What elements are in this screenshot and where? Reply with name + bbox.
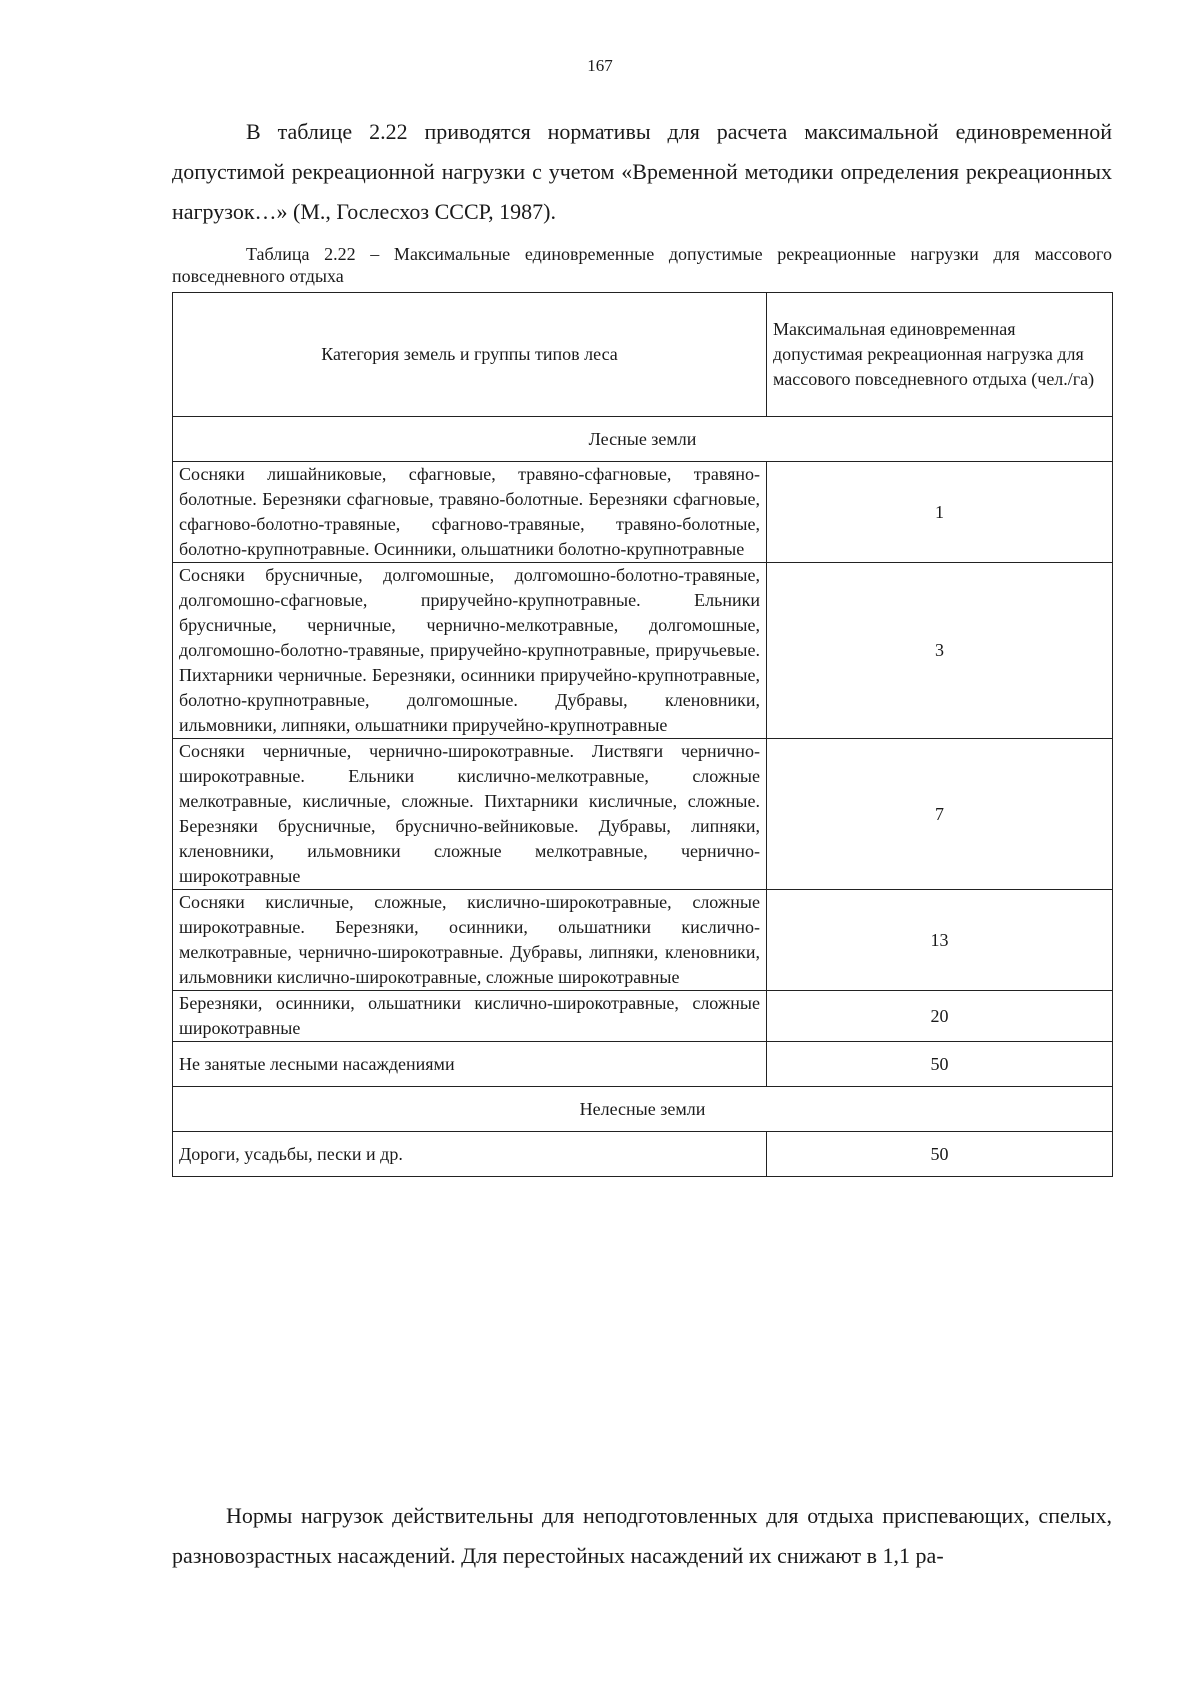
row-value: 20 bbox=[767, 991, 1113, 1042]
outro-paragraph: Нормы нагрузок действительны для неподготовленных для отдыха приспевающих, спелых, разновозрастных насаждений. Для перестойных насаждений их снижают в 1,1 ра- bbox=[172, 1503, 1112, 1568]
row-description: Не занятые лесными насаждениями bbox=[173, 1042, 767, 1087]
table-row bbox=[173, 1042, 1113, 1087]
row-description: Сосняки лишайниковые, сфагновые, травяно-сфагновые, травяно-болотные. Березняки сфагновые, травяно-болотные. Березняки сфагновые, сфагново-болотно-травяные, сфагново-травяные, травяно-болотные, болотно-крупнотравные. Осинники, ольшатники болотно-крупнотравные bbox=[173, 462, 767, 563]
table-row bbox=[173, 890, 1113, 991]
row-description: Дороги, усадьбы, пески и др. bbox=[173, 1132, 767, 1177]
table-row bbox=[173, 462, 1113, 563]
row-value: 50 bbox=[767, 1132, 1113, 1177]
table-row bbox=[173, 739, 1113, 890]
section-forest-label: Лесные земли bbox=[173, 417, 1113, 462]
table-header-row bbox=[173, 293, 1113, 417]
table-row bbox=[173, 991, 1113, 1042]
row-value: 1 bbox=[767, 462, 1113, 563]
table-row bbox=[173, 1132, 1113, 1177]
page-number: 167 bbox=[587, 56, 613, 75]
header-value: Максимальная единовременная допустимая рекреационная нагрузка для массового повседневного отдыха (чел./га) bbox=[767, 293, 1113, 417]
recreational-load-table bbox=[172, 292, 1113, 1177]
section-nonforest-label: Нелесные земли bbox=[173, 1087, 1113, 1132]
table-caption: Таблица 2.22 – Максимальные единовременные допустимые рекреационные нагрузки для массового повседневного отдыха bbox=[172, 244, 1112, 286]
section-row-forest bbox=[173, 417, 1113, 462]
row-value: 13 bbox=[767, 890, 1113, 991]
row-description: Сосняки кисличные, сложные, кислично-широкотравные, сложные широкотравные. Березняки, осинники, ольшатники кислично-мелкотравные, чернично-широкотравные. Дубравы, липняки, кленовники, ильмовники кислично-широкотравные, сложные широкотравные bbox=[173, 890, 767, 991]
intro-paragraph: В таблице 2.22 приводятся нормативы для расчета максимальной единовременной допустимой рекреационной нагрузки с учетом «Временной методики определения рекреационных нагрузок…» (М., Гослесхоз СССР, 1987). bbox=[172, 119, 1112, 224]
header-category: Категория земель и группы типов леса bbox=[173, 293, 767, 417]
row-value: 7 bbox=[767, 739, 1113, 890]
row-description: Сосняки брусничные, долгомошные, долгомошно-болотно-травяные, долгомошно-сфагновые, приручейно-крупнотравные. Ельники брусничные, черничные, чернично-мелкотравные, долгомошные, долгомошно-болотно-травяные, приручейно-крупнотравные, приручьевые. Пихтарники черничные. Березняки, осинники приручейно-крупнотравные, болотно-крупнотравные, долгомошные. Дубравы, кленовники, ильмовники, липняки, ольшатники приручейно-крупнотравные bbox=[173, 563, 767, 739]
row-value: 3 bbox=[767, 563, 1113, 739]
row-value: 50 bbox=[767, 1042, 1113, 1087]
section-row-nonforest bbox=[173, 1087, 1113, 1132]
table-row bbox=[173, 563, 1113, 739]
row-description: Сосняки черничные, чернично-широкотравные. Листвяги чернично-широкотравные. Ельники кислично-мелкотравные, сложные мелкотравные, кисличные, сложные. Пихтарники кисличные, сложные. Березняки брусничные, бруснично-вейниковые. Дубравы, липняки, кленовники, ильмовники сложные мелкотравные, чернично-широкотравные bbox=[173, 739, 767, 890]
row-description: Березняки, осинники, ольшатники кислично-широкотравные, сложные широкотравные bbox=[173, 991, 767, 1042]
